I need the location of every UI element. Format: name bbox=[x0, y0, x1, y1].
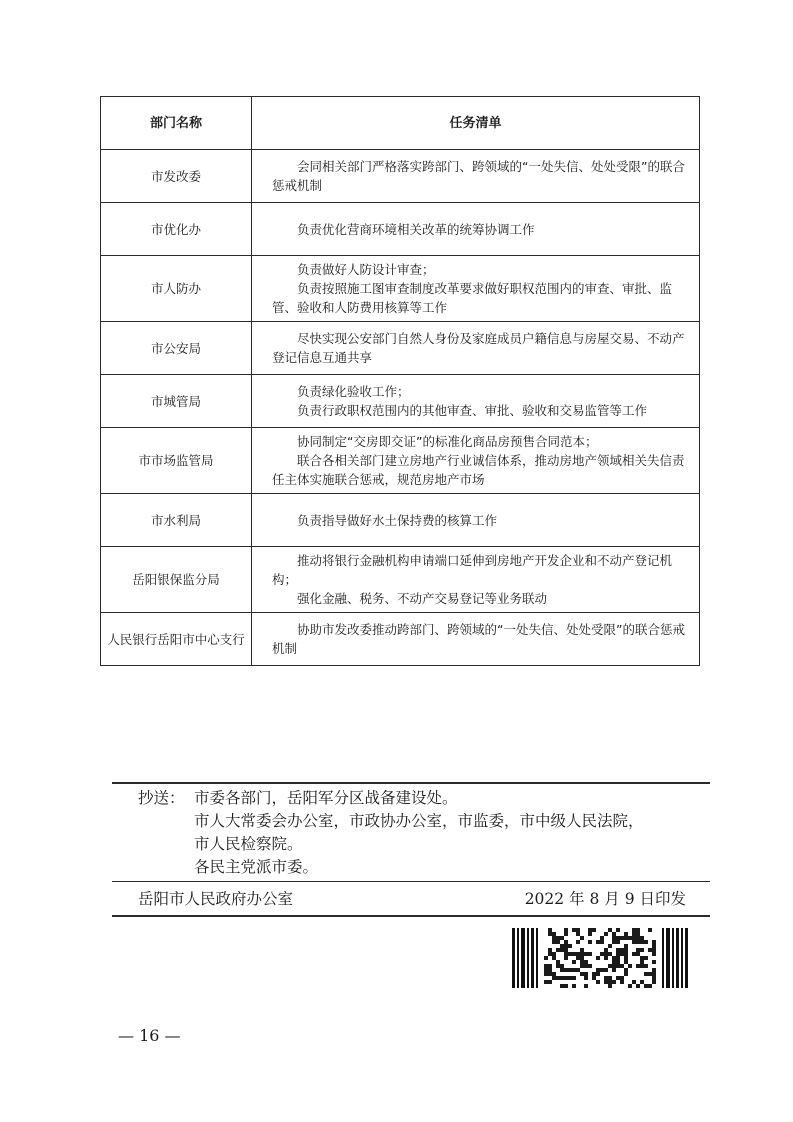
dept-name-cell: 市城管局 bbox=[101, 375, 252, 428]
task-item: 负责指导做好水土保持费的核算工作 bbox=[297, 512, 498, 528]
table-row bbox=[101, 322, 700, 375]
task-cell bbox=[252, 256, 700, 322]
task-item: 会同相关部门严格落实跨部门、跨领域的“一处失信、处处受限”的联合惩戒机制 bbox=[272, 159, 685, 193]
dept-name-cell: 岳阳银保监分局 bbox=[101, 547, 252, 613]
table-row bbox=[101, 494, 700, 547]
dept-name-cell: 市优化办 bbox=[101, 203, 252, 256]
dept-name-cell: 人民银行岳阳市中心支行 bbox=[101, 613, 252, 666]
task-cell bbox=[252, 547, 700, 613]
distribution-line: 各民主党派市委。 bbox=[194, 858, 319, 876]
task-item: 负责绿化验收工作； bbox=[297, 384, 410, 399]
dept-name-cell: 市水利局 bbox=[101, 494, 252, 547]
table-row bbox=[101, 547, 700, 613]
table-row bbox=[101, 256, 700, 322]
distribution-line: 市人大常委会办公室，市政协办公室，市监委，市中级人民法院， bbox=[194, 812, 644, 830]
task-cell bbox=[252, 375, 700, 428]
table-row bbox=[101, 203, 700, 256]
task-cell bbox=[252, 428, 700, 494]
task-item: 推动将银行金融机构申请端口延伸到房地产开发企业和不动产登记机构； bbox=[272, 553, 673, 587]
header-dept: 部门名称 bbox=[101, 97, 252, 150]
page-number: — 16 — bbox=[118, 1026, 181, 1045]
divider-bottom bbox=[112, 915, 710, 917]
task-item: 联合各相关部门建立房地产行业诚信体系，推动房地产领域相关失信责任主体实施联合惩戒，规范房地产市场 bbox=[272, 453, 685, 487]
table-row bbox=[101, 613, 700, 666]
task-cell bbox=[252, 150, 700, 203]
divider-top bbox=[112, 782, 710, 784]
dept-name-cell: 市公安局 bbox=[101, 322, 252, 375]
task-item: 负责按照施工图审查制度改革要求做好职权范围内的审查、审批、监管、验收和人防费用核算等工作 bbox=[272, 281, 673, 315]
task-table bbox=[100, 96, 700, 666]
issue-date: 2022 年 8 月 9 日印发 bbox=[524, 890, 686, 908]
task-cell bbox=[252, 494, 700, 547]
distribution-label: 抄送： bbox=[138, 789, 185, 807]
divider-middle bbox=[112, 881, 710, 882]
task-table-body bbox=[101, 150, 700, 666]
task-cell bbox=[252, 322, 700, 375]
distribution-line: 市委各部门，岳阳军分区战备建设处。 bbox=[194, 789, 458, 807]
distribution-list bbox=[138, 787, 706, 879]
distribution-line: 市人民检察院。 bbox=[194, 835, 303, 853]
table-row bbox=[101, 375, 700, 428]
table-row bbox=[101, 428, 700, 494]
task-cell bbox=[252, 613, 700, 666]
header-tasks: 任务清单 bbox=[252, 97, 700, 150]
dept-name-cell: 市发改委 bbox=[101, 150, 252, 203]
dept-name-cell: 市人防办 bbox=[101, 256, 252, 322]
table-header-row bbox=[101, 97, 700, 150]
barcode-icon bbox=[512, 928, 688, 988]
task-item: 协同制定“交房即交证”的标准化商品房预售合同范本； bbox=[297, 434, 598, 449]
task-item: 协助市发改委推动跨部门、跨领域的“一处失信、处处受限”的联合惩戒机制 bbox=[272, 622, 685, 656]
task-item: 尽快实现公安部门自然人身份及家庭成员户籍信息与房屋交易、不动产登记信息互通共享 bbox=[272, 331, 685, 365]
dept-name-cell: 市市场监管局 bbox=[101, 428, 252, 494]
task-item: 负责行政职权范围内的其他审查、审批、验收和交易监管等工作 bbox=[297, 403, 648, 418]
task-item: 负责优化营商环境相关改革的统筹协调工作 bbox=[297, 221, 535, 237]
task-item: 负责做好人防设计审查； bbox=[297, 262, 435, 277]
task-cell bbox=[252, 203, 700, 256]
issuing-office: 岳阳市人民政府办公室 bbox=[138, 890, 294, 908]
task-item: 强化金融、税务、不动产交易登记等业务联动 bbox=[297, 591, 548, 606]
table-row bbox=[101, 150, 700, 203]
